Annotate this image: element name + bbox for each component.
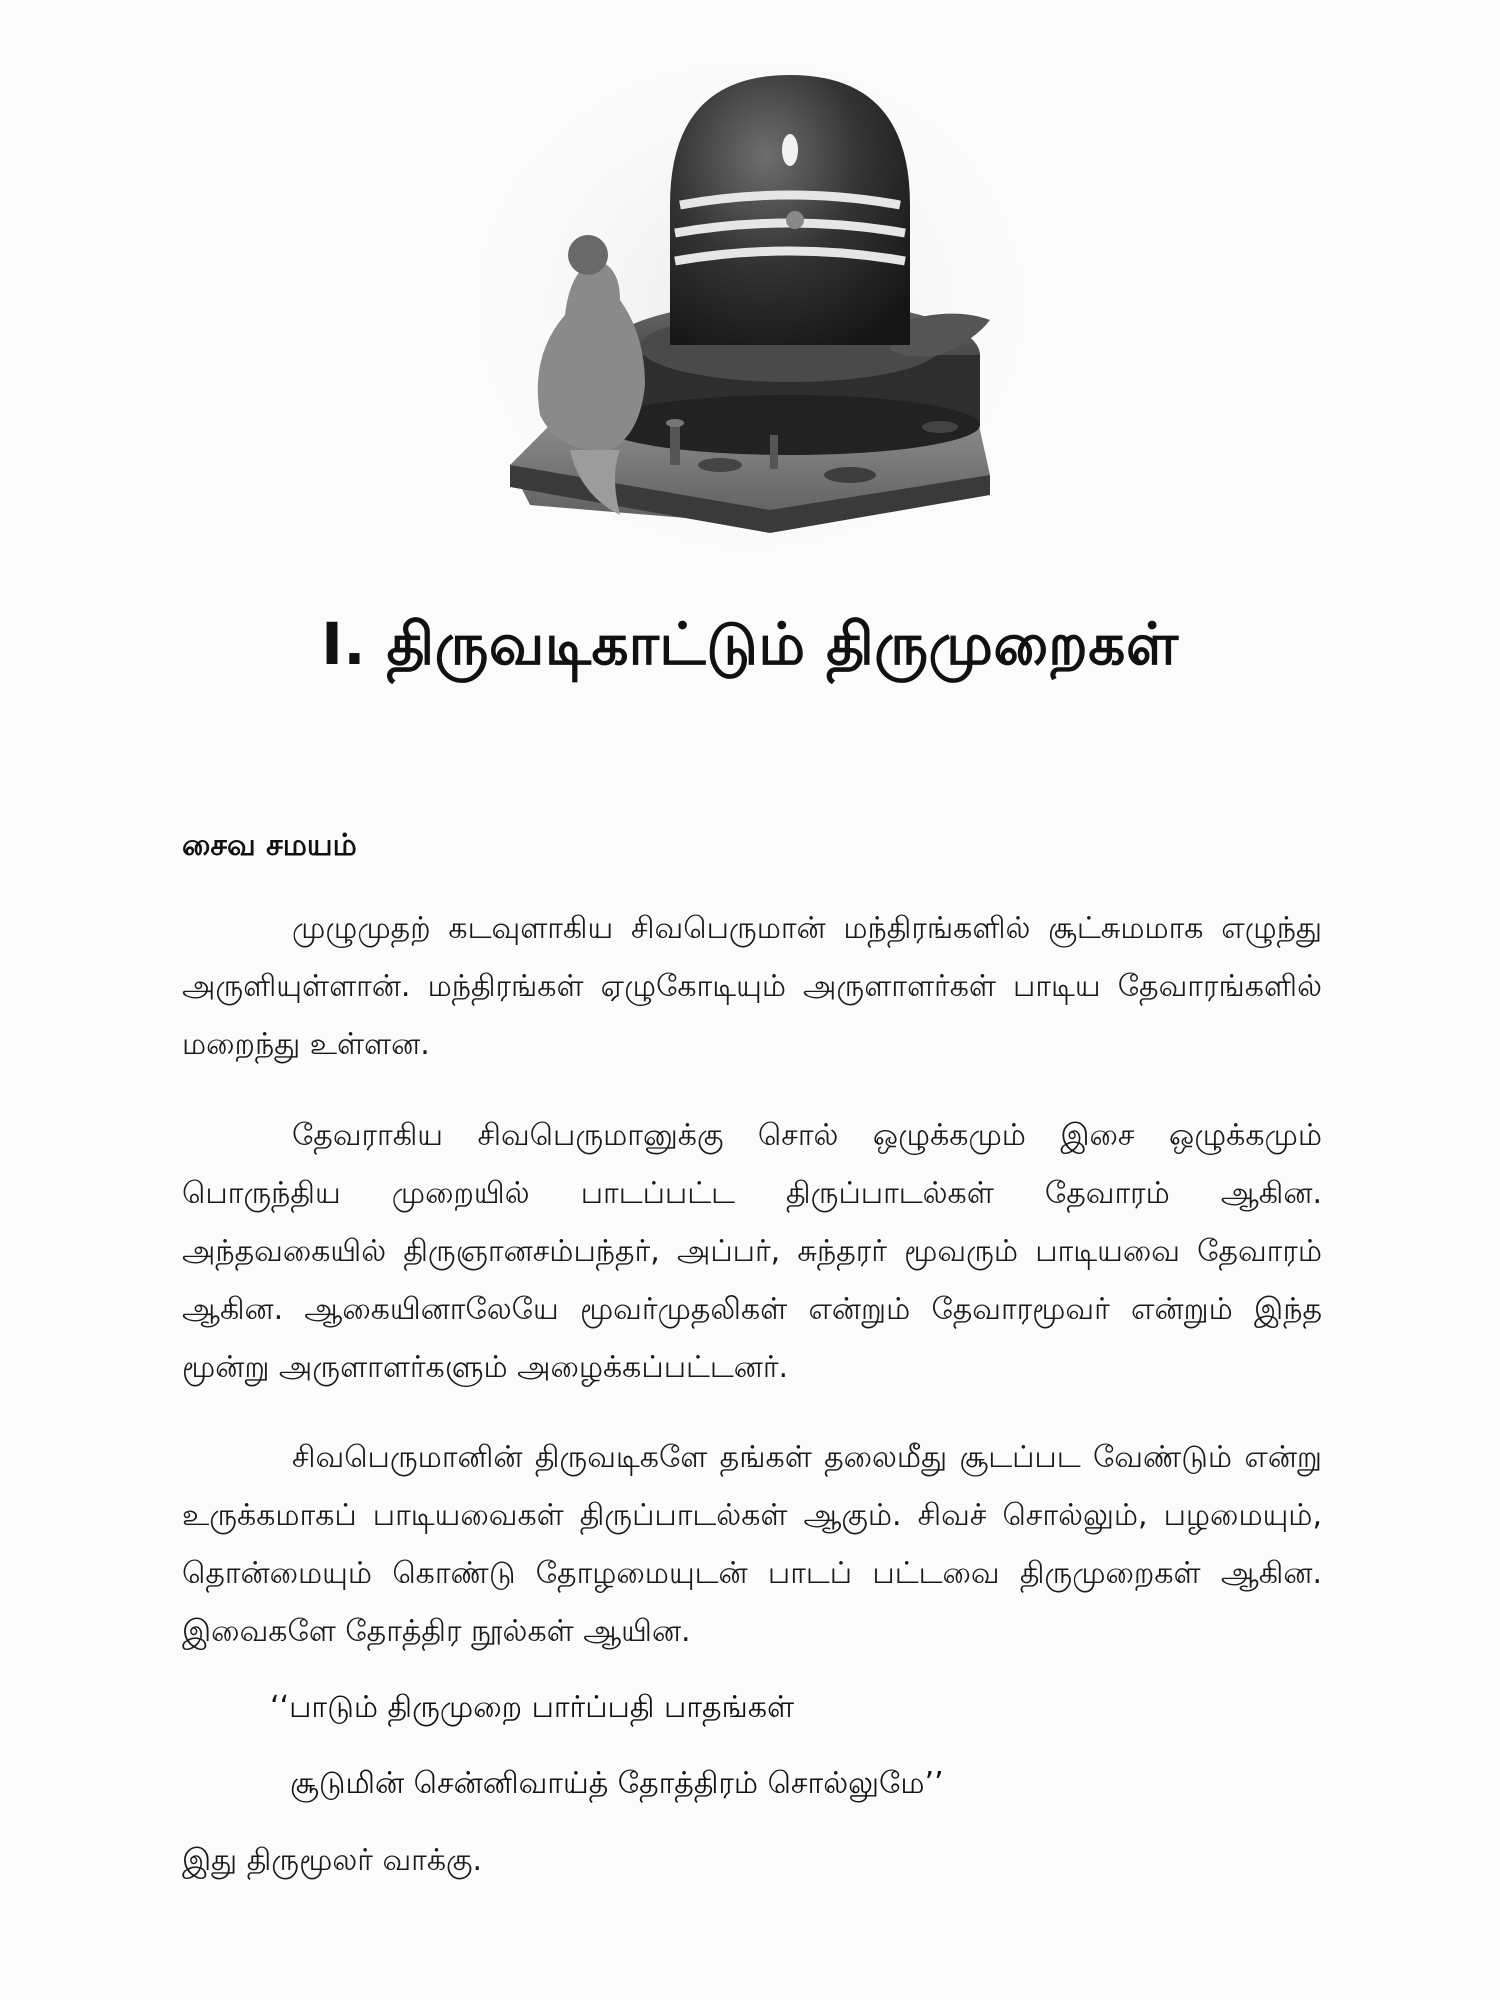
- paragraph-2: தேவராகிய சிவபெருமானுக்கு சொல் ஒழுக்கமும் இசை ஒழுக்கமும் பொருந்திய முறையில் பாடப்பட்ட திருப்பாடல்கள் தேவாரம் ஆகின. அந்தவகையில் திருஞானசம்பந்தர், அப்பர், சுந்தரர் மூவரும் பாடியவை தேவாரம் ஆகின. ஆகையினாலேயே மூவர்முதலிகள் என்றும் தேவாரமூவர் என்றும் இந்த மூன்று அருளாளர்களும் அழைக்கப்பட்டனர்.: [182, 1118, 1322, 1385]
- shiva-lingam-illustration: [470, 55, 1030, 555]
- shiva-lingam-icon: [470, 55, 1030, 555]
- verse-line-2: சூடுமின் சென்னிவாய்த் தோத்திரம் சொல்லுமே’’: [290, 1766, 944, 1801]
- closing-line: இது திருமூலர் வாக்கு.: [182, 1843, 483, 1878]
- section-heading: சைவ சமயம்: [182, 828, 357, 863]
- paragraph-3: சிவபெருமானின் திருவடிகளே தங்கள் தலைமீது சூடப்பட வேண்டும் என்று உருக்கமாகப் பாடியவைகள் திருப்பாடல்கள் ஆகும். சிவச் சொல்லும், பழமையும், தொன்மையும் கொண்டு தோழமையுடன் பாடப் பட்டவை திருமுறைகள் ஆகின. இவைகளே தோத்திர நூல்கள் ஆயின.: [182, 1440, 1322, 1649]
- chapter-title: I. திருவடிகாட்டும் திருமுறைகள்: [321, 610, 1179, 678]
- verse-line-1: ‘‘பாடும் திருமுறை பார்ப்பதி பாதங்கள்: [270, 1690, 795, 1725]
- paragraph-1: முழுமுதற் கடவுளாகிய சிவபெருமான் மந்திரங்களில் சூட்சுமமாக எழுந்து அருளியுள்ளான். மந்திரங்கள் ஏழுகோடியும் அருளாளர்கள் பாடிய தேவாரங்களில் மறைந்து உள்ளன.: [182, 911, 1322, 1062]
